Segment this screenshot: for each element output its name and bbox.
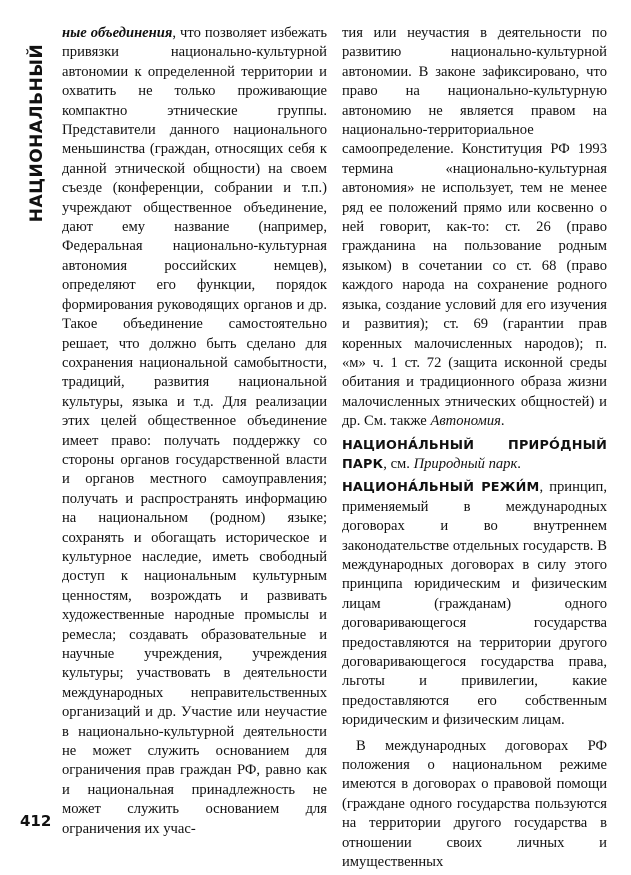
see-end: . [517, 455, 521, 472]
entry-text-national-regime: , принцип, применяемый в международных договорах и во внутреннем законодательстве отдельных государств. В международных договорах в силу этого принципа юридическим и физическим лицам (гражданам) одного договаривающегося государства предоставляются на территории другого договаривающегося государства права, льготы и привилегии, какие предоставляются его собственным юридическим и физическим лицам. [342, 479, 607, 729]
continuation-text: тия или неучастия в деятельности по развитию национально-культурной автономии. В законе зафиксировано, что право на национально-культурную автономию не является правом на национально-территориальное самоопределение. Конституция РФ 1993 термина «национально-культурная автономия» не использует, тем не менее ряд ее положений прямо или косвенно о ней говорит, как-то: ст. 26 (право гражданина на пользование родным языком) в сочетании со ст. 68 (право каждого народа на сохранение родного языка, создание условий для его изучения и развития); ст. 69 (гарантии прав коренных малочисленных народов); п. «м» ч. 1 ст. 72 (защита исконной среды обитания и традиционного образа жизни малочисленных этнических общностей) и др. См. также [342, 25, 607, 430]
page-number: 412 [20, 812, 52, 830]
entry-head-national-park: НАЦИОНА́ЛЬНЫЙ ПРИРО́ДНЫЙ ПАРК [342, 437, 607, 472]
right-continuation-paragraph [342, 24, 607, 432]
entry-national-regime [342, 478, 607, 730]
right-column [342, 24, 607, 872]
right-paragraph-2: В международных договорах РФ положения о национальном режиме имеются в договорах о правовой помощи (граждане одного государства пользуются на территории другого государства в отношении своих личных и имущественных [342, 737, 607, 871]
entry-national-park [342, 436, 607, 475]
entry-head-national-regime: НАЦИОНА́ЛЬНЫЙ РЕЖИ́М [342, 480, 540, 496]
running-head [24, 28, 50, 238]
left-column [62, 24, 327, 839]
continued-term: ные объединения [62, 25, 173, 41]
see-ref-natural-park: Природный парк [413, 455, 518, 472]
see-prefix: , см. [383, 455, 414, 472]
see-also-link: Автономия [430, 413, 501, 430]
left-text: , что позволяет избежать привязки национально-культурной автономии к определенной территории и охватить не только проживающие компактно этнические группы. Представители данного национального меньшинства (граждан, относящих себя к данной этнической общности) на своем съезде (конференции, собрании и т.п.) учреждают общественное объединение, дают ему название (например, Федеральная национально-культурная автономия российских немцев), определяют его функции, порядок формирования руководящих органов и др. Такое объединение самостоятельно решает, что должно быть сделано для сохранения национальной самобытности, традиций, развития национальной культуры, языка и т.д. Для реализации этих целей общественное объединение имеет право: получать поддержку со стороны органов государственной власти и органов местного самоуправления; получать и распространять информацию на национальном (родном) языке; сохранять и обогащать историческое и культурное наследие, иметь свободный доступ к национальным культурным ценностям, возрождать и развивать художественные народные промыслы и ремесла; создавать образовательные и научные учреждения, учреждения культуры; участвовать в деятельности международных неправительственных организаций и др. Участие или неучастие в национально-культурной деятельности не может служить основанием для ограничения прав граждан РФ, равно как и национальная принадлежность не может служить основанием для ограничения их учас- [62, 25, 327, 837]
left-paragraph [62, 24, 327, 839]
see-also-end: . [500, 413, 505, 430]
running-head-text: НАЦИОНАЛЬНЫЙ [27, 43, 47, 223]
